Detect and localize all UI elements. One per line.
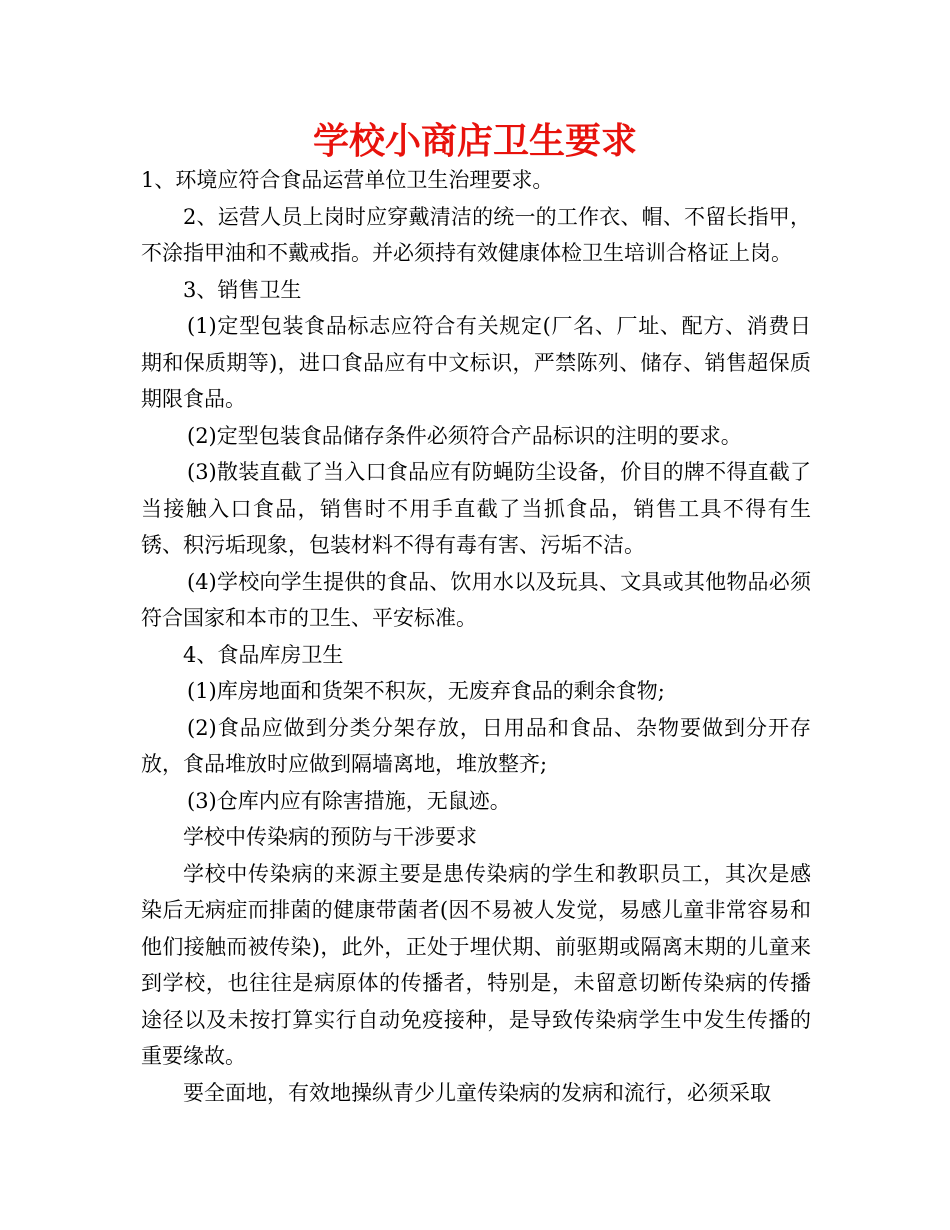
paragraph-4: (1)定型包装食品标志应符合有关规定(厂名、厂址、配方、消费日期和保质期等)，进口食品应有中文标识，严禁陈列、储存、销售超保质期限食品。 <box>141 314 811 411</box>
paragraph-9: (1)库房地面和货架不积灰，无废弃食品的剩余食物; <box>187 679 665 703</box>
paragraph-14: 要全面地，有效地操纵青少儿童传染病的发病和流行，必须采取 <box>183 1080 771 1105</box>
paragraph-8: 4、食品库房卫生 <box>183 642 344 667</box>
document-body <box>141 162 811 1111</box>
paragraph-7: (4)学校向学生提供的食品、饮用水以及玩具、文具或其他物品必须符合国家和本市的卫生、平安标准。 <box>141 569 811 630</box>
paragraph-3: 3、销售卫生 <box>183 277 302 302</box>
paragraph-12: 学校中传染病的预防与干涉要求 <box>183 825 477 849</box>
page-title: 学校小商店卫生要求 <box>312 121 637 162</box>
paragraph-11: (3)仓库内应有除害措施，无鼠迹。 <box>187 788 511 813</box>
paragraph-2: 2、运营人员上岗时应穿戴清洁的统一的工作衣、帽、不留长指甲，不涂指甲油和不戴戒指。并必须持有效健康体检卫生培训合格证上岗。 <box>141 204 811 265</box>
paragraph-1: 1、环境应符合食品运营单位卫生治理要求。 <box>141 168 554 192</box>
paragraph-6: (3)散装直截了当入口食品应有防蝇防尘设备，价目的牌不得直截了当接触入口食品，销售时不用手直截了当抓食品，销售工具不得有生锈、积污垢现象，包装材料不得有毒有害、污垢不洁。 <box>141 460 811 557</box>
paragraph-5: (2)定型包装食品储存条件必须符合产品标识的注明的要求。 <box>187 423 742 448</box>
paragraph-13: 学校中传染病的来源主要是患传染病的学生和教职员工，其次是感染后无病症而排菌的健康带菌者(因不易被人发觉，易感儿童非常容易和他们接触而被传染)，此外，正处于埋伏期、前驱期或隔离末期的儿童来到学校，也往往是病原体的传播者，特别是，未留意切断传染病的传播途径以及未按打算实行自动免疫接种，是导致传染病学生中发生传播的重要缘故。 <box>141 861 811 1068</box>
paragraph-10: (2)食品应做到分类分架存放，日用品和食品、杂物要做到分开存放，食品堆放时应做到隔墙离地，堆放整齐; <box>141 715 811 776</box>
